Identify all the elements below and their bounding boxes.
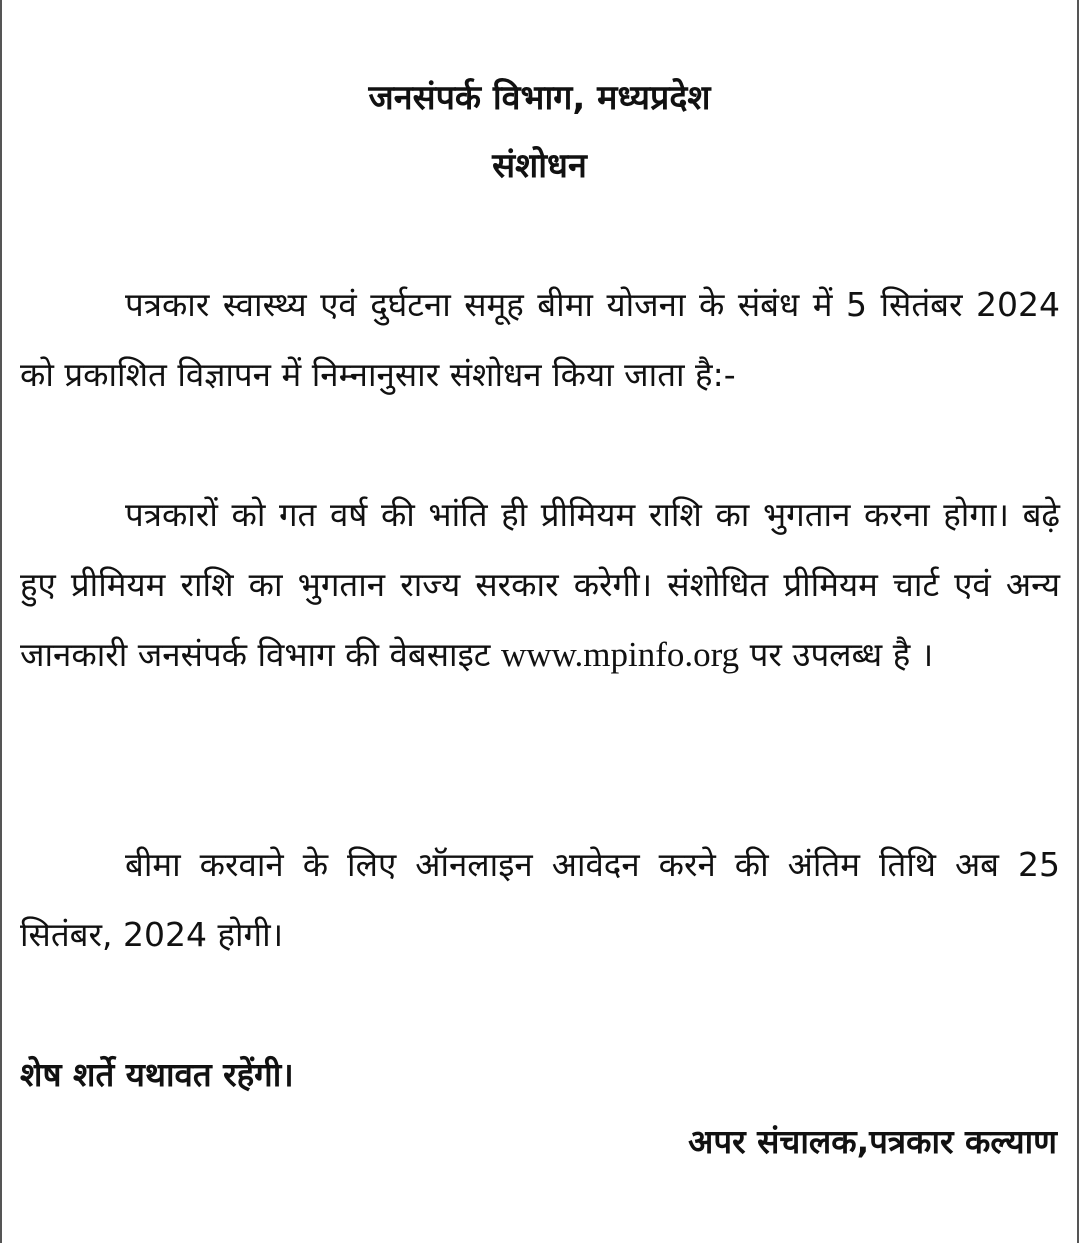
department-title: जनसंपर्क विभाग, मध्यप्रदेश (368, 78, 711, 118)
paragraph-deadline: बीमा करवाने के लिए ऑनलाइन आवेदन करने की अंतिम तिथि अब 25 सितंबर, 2024 होगी। (20, 845, 1060, 954)
paragraph-premium (20, 480, 1060, 690)
signatory: अपर संचालक,पत्रकार कल्याण (688, 1122, 1057, 1161)
paragraph-premium-tail: पर उपलब्ध है । (749, 635, 934, 674)
closing-line: शेष शर्ते यथावत रहेंगी। (20, 1055, 294, 1094)
paragraph-premium-text: पत्रकारों को गत वर्ष की भांति ही प्रीमियम राशि का भुगतान करना होगा। बढ़े हुए प्रीमियम राशि का भुगतान राज्य सरकार करेगी। संशोधित प्रीमियम चार्ट एवं अन्य जानकारी जनसंपर्क विभाग की वेबसाइट (20, 495, 1060, 674)
paragraph-amendment: पत्रकार स्वास्थ्य एवं दुर्घटना समूह बीमा योजना के संबंध में 5 सितंबर 2024 को प्रकाशित विज्ञापन में निम्नानुसार संशोधन किया जाता है:- (20, 285, 1060, 394)
website-link: www.mpinfo.org (500, 635, 740, 674)
notice-subject: संशोधन (492, 146, 587, 186)
